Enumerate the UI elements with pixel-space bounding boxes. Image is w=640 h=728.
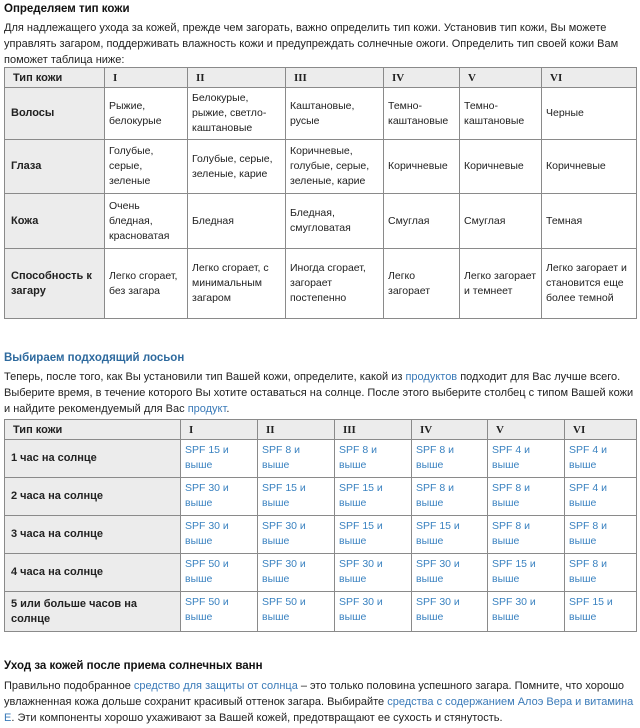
column-header: I: [105, 68, 188, 88]
table-cell: Коричневые: [384, 140, 460, 194]
table-cell: Легко загорает: [384, 249, 460, 319]
column-header: IV: [384, 68, 460, 88]
products-link[interactable]: продуктов: [405, 371, 458, 383]
table-cell: SPF 15 и выше: [181, 440, 258, 478]
table-cell: SPF 8 и выше: [565, 516, 637, 554]
table-cell: SPF 30 и выше: [335, 554, 412, 592]
column-header: V: [488, 420, 565, 440]
aftercare-text: Правильно подобранное средство для защиты от солнца – это только половина успешного загара. Помните, что хорошо увлажненная кожа дольше сохранит красивый оттенок загара. Выбирайте средства с содержанием Алоэ Вера и витамина Е. Эти компоненты хорошо ухаживают за Вашей кожей, предотвращают ее сухость и стянутость.: [4, 680, 634, 724]
table-cell: Голубые, серые, зеленые: [105, 140, 188, 194]
table-cell: SPF 15 и выше: [258, 478, 335, 516]
table-cell: SPF 15 и выше: [335, 516, 412, 554]
table-row: [5, 478, 637, 516]
table-cell: SPF 15 и выше: [565, 592, 637, 632]
table-cell: SPF 15 и выше: [335, 478, 412, 516]
table-row: [5, 140, 637, 194]
column-header: II: [258, 420, 335, 440]
row-header: Способность к загару: [5, 249, 105, 319]
table-cell: Легко сгорает, без загара: [105, 249, 188, 319]
table-cell: SPF 15 и выше: [412, 516, 488, 554]
table-cell: SPF 30 и выше: [488, 592, 565, 632]
table-cell: Каштановые, русые: [286, 88, 384, 140]
table-cell: SPF 8 и выше: [565, 554, 637, 592]
row-header: 2 часа на солнце: [5, 478, 181, 516]
table-cell: Черные: [542, 88, 637, 140]
table-cell: Иногда сгорает, загорает постепенно: [286, 249, 384, 319]
column-header: VI: [542, 68, 637, 88]
row-header: 3 часа на солнце: [5, 516, 181, 554]
table-cell: SPF 8 и выше: [412, 478, 488, 516]
spf-corner-header: Тип кожи: [5, 420, 181, 440]
table-cell: Темно-каштановые: [384, 88, 460, 140]
column-header: IV: [412, 420, 488, 440]
table-cell: SPF 50 и выше: [258, 592, 335, 632]
table-cell: Смуглая: [460, 194, 542, 249]
table-row: [5, 88, 637, 140]
sunscreen-link[interactable]: средство для защиты от солнца: [133, 680, 298, 692]
table-cell: Голубые, серые, зеленые, карие: [188, 140, 286, 194]
table-cell: Легко сгорает, с минимальным загаром: [188, 249, 286, 319]
table-cell: SPF 4 и выше: [565, 440, 637, 478]
table-row: [5, 592, 637, 632]
column-header: III: [286, 68, 384, 88]
skin-type-corner-header: Тип кожи: [5, 68, 105, 88]
table-cell: SPF 4 и выше: [488, 440, 565, 478]
table-cell: SPF 50 и выше: [181, 554, 258, 592]
table-cell: Легко загорает и темнеет: [460, 249, 542, 319]
skin-type-header-row: [5, 68, 637, 88]
lotion-heading: Выбираем подходящий лосьон: [4, 352, 185, 364]
table-cell: SPF 8 и выше: [335, 440, 412, 478]
column-header: I: [181, 420, 258, 440]
table-row: [5, 516, 637, 554]
table-cell: Темная: [542, 194, 637, 249]
table-cell: Смуглая: [384, 194, 460, 249]
table-cell: SPF 30 и выше: [181, 516, 258, 554]
table-cell: SPF 30 и выше: [335, 592, 412, 632]
table-cell: Очень бледная, красноватая: [105, 194, 188, 249]
spf-table: [4, 419, 637, 632]
row-header: 4 часа на солнце: [5, 554, 181, 592]
table-cell: SPF 30 и выше: [412, 554, 488, 592]
table-cell: Коричневые: [460, 140, 542, 194]
table-cell: SPF 8 и выше: [412, 440, 488, 478]
product-link[interactable]: продукт: [187, 403, 227, 415]
table-row: [5, 249, 637, 319]
row-header: Волосы: [5, 88, 105, 140]
table-cell: Коричневые, голубые, серые, зеленые, карие: [286, 140, 384, 194]
aftercare-heading: Уход за кожей после приема солнечных ванн: [4, 660, 263, 672]
table-cell: Темно-каштановые: [460, 88, 542, 140]
lotion-intro: Теперь, после того, как Вы установили тип Вашей кожи, определите, какой из продуктов подходит для Вас лучше всего. Выберите время, в течение которого Вы хотите оставаться на солнце. После этого выберите столбец с типом Вашей кожи и найдите рекомендуемый для Вас продукт.: [4, 371, 634, 415]
column-header: II: [188, 68, 286, 88]
table-cell: SPF 8 и выше: [258, 440, 335, 478]
column-header: V: [460, 68, 542, 88]
table-cell: SPF 30 и выше: [181, 478, 258, 516]
table-cell: Легко загорает и становится еще более темной: [542, 249, 637, 319]
table-cell: SPF 30 и выше: [258, 554, 335, 592]
row-header: Кожа: [5, 194, 105, 249]
table-cell: Бледная, смугловатая: [286, 194, 384, 249]
table-cell: SPF 15 и выше: [488, 554, 565, 592]
row-header: 1 час на солнце: [5, 440, 181, 478]
table-cell: SPF 4 и выше: [565, 478, 637, 516]
column-header: VI: [565, 420, 637, 440]
column-header: III: [335, 420, 412, 440]
table-cell: SPF 30 и выше: [258, 516, 335, 554]
row-header: Глаза: [5, 140, 105, 194]
table-row: [5, 194, 637, 249]
table-cell: Рыжие, белокурые: [105, 88, 188, 140]
spf-header-row: [5, 420, 637, 440]
table-row: [5, 554, 637, 592]
table-cell: SPF 8 и выше: [488, 516, 565, 554]
table-row: [5, 440, 637, 478]
table-cell: SPF 8 и выше: [488, 478, 565, 516]
table-cell: Коричневые: [542, 140, 637, 194]
skin-type-heading: Определяем тип кожи: [4, 3, 130, 15]
skin-type-table: [4, 67, 637, 319]
table-cell: SPF 30 и выше: [412, 592, 488, 632]
row-header: 5 или больше часов на солнце: [5, 592, 181, 632]
table-cell: Белокурые, рыжие, светло-каштановые: [188, 88, 286, 140]
table-cell: Бледная: [188, 194, 286, 249]
aloe-vitamin-e-link[interactable]: средства с содержанием Алоэ Вера и витамина Е: [4, 696, 634, 724]
table-cell: SPF 50 и выше: [181, 592, 258, 632]
skin-type-intro: Для надлежащего ухода за кожей, прежде чем загорать, важно определить тип кожи. Установив тип кожи, Вы можете управлять загаром, поддерживать влажность кожи и предупреждать солнечные ожоги. Определить тип своей кожи Вам поможет таблица ниже:: [4, 22, 619, 66]
